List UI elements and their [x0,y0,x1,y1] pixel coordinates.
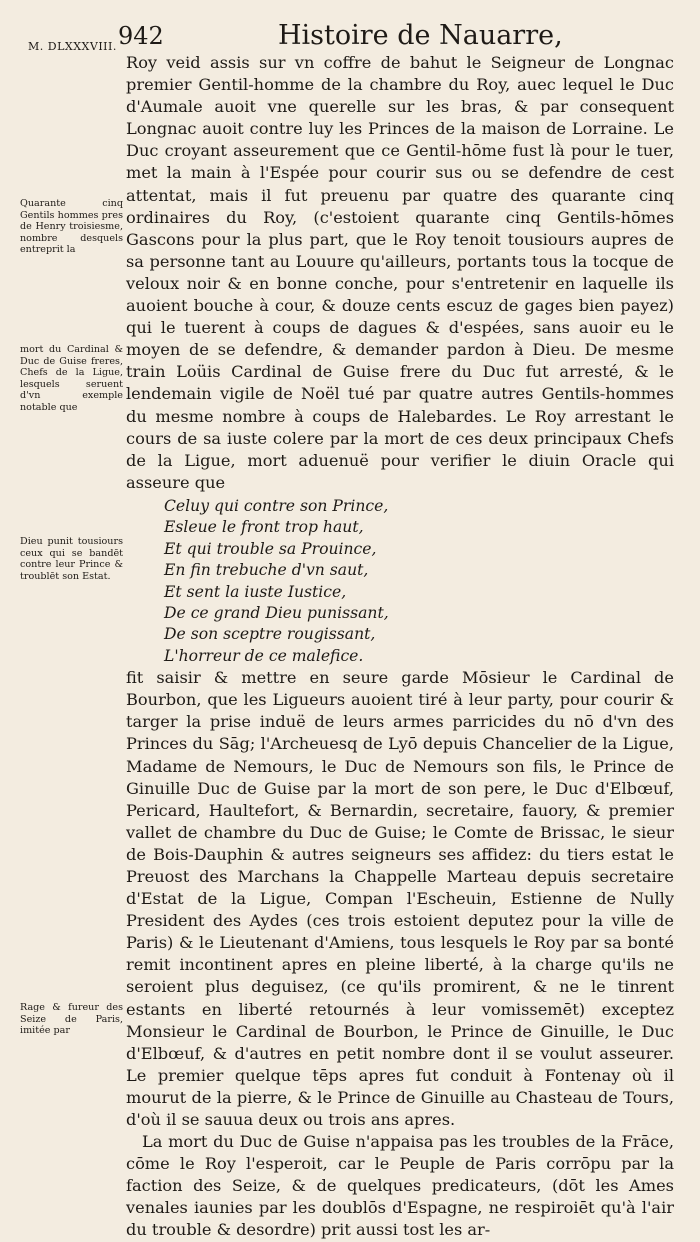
running-title: Histoire de Nauarre, [278,20,563,51]
margin-note: Dieu punit tousiours ceux qui se bandēt contre leur Prince & troublēt son Estat. [20,536,123,582]
paragraph: La mort du Duc de Guise n'appaisa pas les troubles de la Frāce, cōme le Roy l'esperoit, car le Peuple de Paris corrōpu par la faction des Seize, & de quelques predicateurs, (dōt les Ames venales iaunies par les doublōs d'Espagne, ne respiroiēt qu'à l'air du trouble & desordre) prit aussi tost les ar- [126,1132,674,1240]
paragraph: Roy veid assis sur vn coffre de bahut le Seigneur de Longnac premier Gentil-homme de la chambre du Roy, auec lequel le Duc d'Aumale auoit vne querelle sur les bras, & par consequent Longnac auoit contre luy les Princes de la maison de Lorraine. Le Duc croyant asseurement que ce Gentil-hōme fust là pour le tuer, met la main à l'Espée pour courir sus ou se defendre de cest attentat, mais il fut preuenu par quatre des quarante cinq ordinaires du Roy, (c'estoient quarante cinq Gentils-hōmes Gascons pour la plus part, que le Roy tenoit tousiours aupres de sa personne tant au Louure qu'ailleurs, portants tous la tocque de veloux noir & en bonne conche, pour s'entretenir en laquelle ils auoient bouche à cour, & douze cents escuz de gages bien payez) qui le tuerent à coups de dagues & d'espées, sans auoir eu le moyen de se defendre, & demander pardon à Dieu. De mesme train Loüis Cardinal de Guise frere du Duc fut arresté, & le lendemain vigile de Noël tué par quatre autres Gentils-hommes du mesme nombre à coups de Halebardes. Le Roy arrestant le cours de sa iuste colere par la mort de ces deux principaux Chefs de la Ligue, mort aduenuë pour verifier le diuin Oracle qui asseure que [126,53,674,492]
verse-block [164,496,674,667]
verse-line: Celuy qui contre son Prince, [164,496,389,515]
verse-line: Et sent la iuste Iustice, [164,582,347,601]
paragraph: fit saisir & mettre en seure garde Mōsieur le Cardinal de Bourbon, que les Ligueurs auoient tiré à leur party, pour courir & targer la prise induë de leurs armes parricides du nō d'vn des Princes du Sāg; l'Archeuesq de Lyō depuis Chancelier de la Ligue, Madame de Nemours, le Duc de Nemours son fils, le Prince de Ginuille Duc de Guise par la mort de son pere, le Duc d'Elbœuf, Pericard, Haultefort, & Bernardin, secretaire, fauory, & premier vallet de chambre du Duc de Guise; le Comte de Brissac, le sieur de Bois-Dauphin & autres seigneurs ses affidez: du tiers estat le Preuost des Marchans la Chappelle Marteau depuis secretaire d'Estat de la Ligue, Compan l'Escheuin, Estienne de Nully President des Aydes (ces trois estoient deputez pour la ville de Paris) & le Lieutenant d'Amiens, tous lesquels le Roy par sa bonté remit incontinent apres en pleine liberté, à la charge qu'ils ne seroient plus deguisez, (ce qu'ils promirent, & ne le tinrent estants en liberté retournés à leur vomissemēt) exceptez Monsieur le Cardinal de Bourbon, le Prince de Ginuille, le Duc d'Elbœuf, & d'autres en petit nombre dont il se voulut asseurer. Le premier quelque tēps apres fut conduit à Fontenay où il mourut de la pierre, & le Prince de Ginuille au Chasteau de Tours, d'où il se sauua deux ou trois ans apres. [126,668,674,1129]
margin-year: M. DLXXXVIII. [28,40,117,53]
margin-note: Quarante cinq Gentils hommes pres de Henry troisiesme, nombre desquels entreprit la [20,198,123,256]
verse-line: En fin trebuche d'vn saut, [164,561,369,580]
verse-line: L'horreur de ce malefice. [164,646,364,665]
page-number: 942 [118,22,164,50]
verse-line: Esleue le front trop haut, [164,518,364,537]
margin-note: mort du Cardinal & Duc de Guise freres, Chefs de la Ligue, lesquels seruent d'vn exemple notable que [20,344,123,413]
verse-line: De ce grand Dieu punissant, [164,603,389,622]
main-text [126,52,674,1242]
verse-line: De son sceptre rougissant, [164,625,376,644]
verse-line: Et qui trouble sa Prouince, [164,539,377,558]
margin-note: Rage & fureur des Seize de Paris, imitée par [20,1002,123,1037]
